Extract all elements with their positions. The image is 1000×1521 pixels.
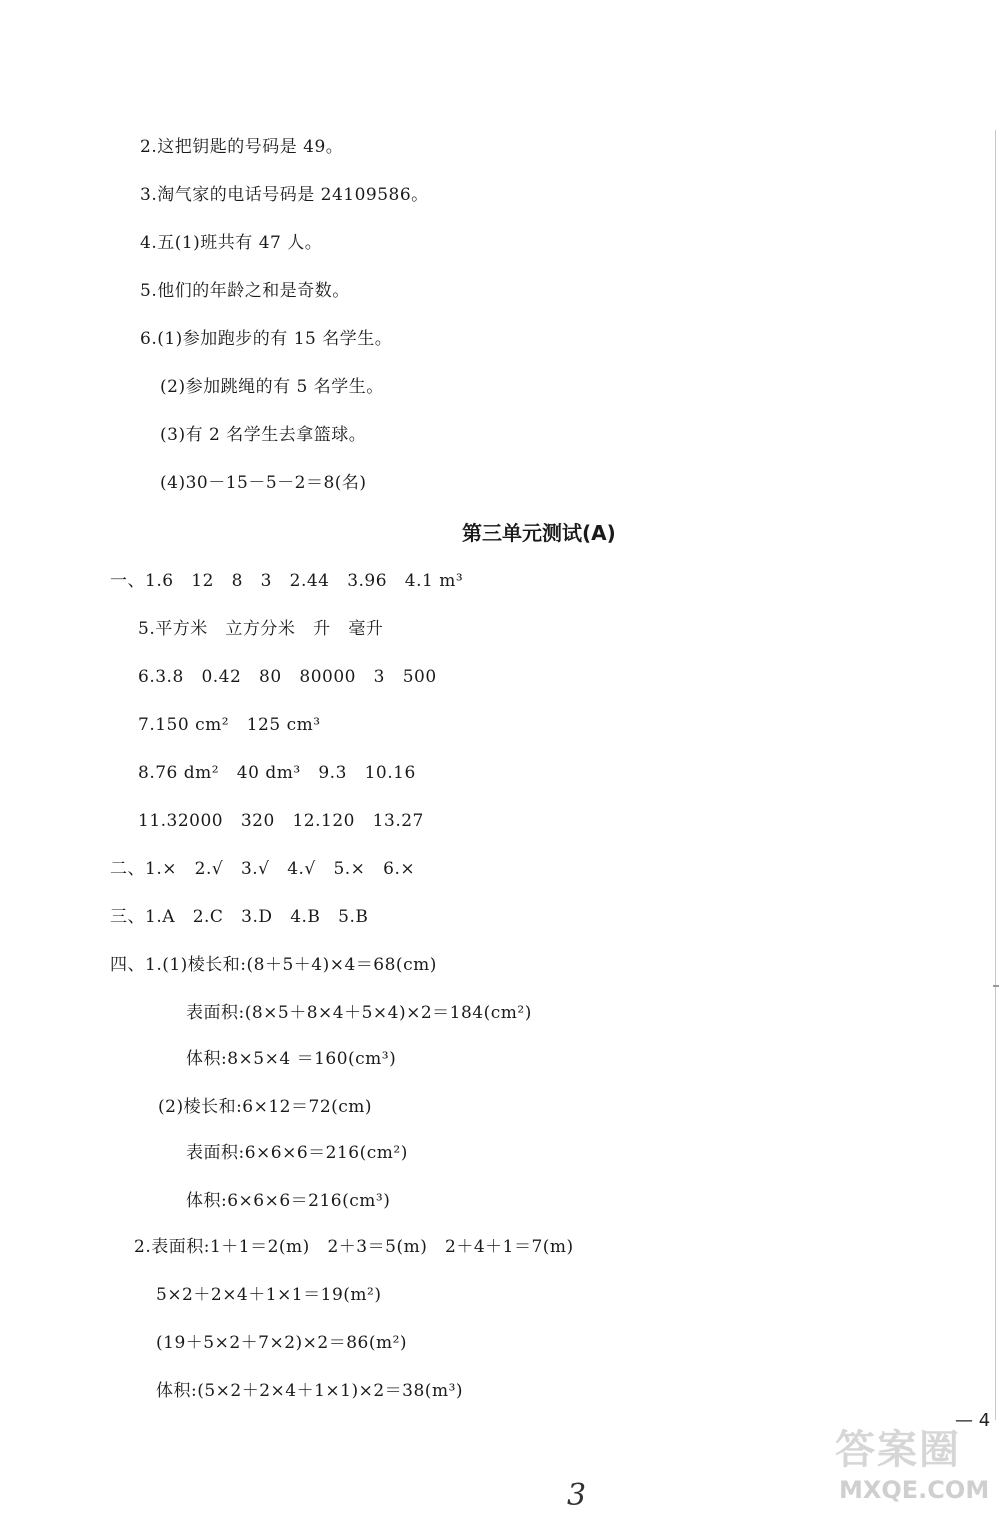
page-number: — 4 [955,1410,991,1431]
answer-line: 4.五(1)班共有 47 人。 [140,233,323,253]
answer-line: 体积:6×6×6＝216(cm³) [186,1191,391,1211]
answer-line: 5.平方米 立方分米 升 毫升 [138,619,384,639]
answer-line: 3.淘气家的电话号码是 24109586。 [140,185,429,205]
section-title: 第三单元测试(A) [462,521,616,545]
watermark [835,1418,995,1518]
answer-line: 三、1.A 2.C 3.D 4.B 5.B [110,907,369,927]
answer-line: (2)参加跳绳的有 5 名学生。 [160,377,384,397]
watermark-logo-text: 答案圈 [835,1427,961,1473]
answer-line: 8.76 dm² 40 dm³ 9.3 10.16 [138,763,416,783]
watermark-url: MXQE.COM [839,1476,990,1504]
answer-line: (3)有 2 名学生去拿篮球。 [160,425,367,445]
answer-line: 6.(1)参加跑步的有 15 名学生。 [140,329,393,349]
answer-line: 表面积:6×6×6＝216(cm²) [186,1143,408,1163]
answer-line: (2)棱长和:6×12＝72(cm) [158,1097,373,1117]
handwritten-number: 3 [567,1478,587,1513]
answer-line: 一、1.6 12 8 3 2.44 3.96 4.1 m³ [110,571,464,591]
answer-line: 2.表面积:1＋1＝2(m) 2＋3＝5(m) 2＋4＋1＝7(m) [134,1237,574,1257]
answer-line: 11.32000 320 12.120 13.27 [138,811,424,831]
answer-line: 5×2＋2×4＋1×1＝19(m²) [156,1285,382,1305]
page-edge-tick [993,985,999,987]
answer-line: 2.这把钥匙的号码是 49。 [140,137,344,157]
page-edge-line [995,130,996,1420]
answer-line: 二、1.× 2.√ 3.√ 4.√ 5.× 6.× [110,859,416,879]
answer-line: 5.他们的年龄之和是奇数。 [140,281,350,301]
answer-line: 体积:(5×2＋2×4＋1×1)×2＝38(m³) [156,1381,464,1401]
answer-line: 表面积:(8×5＋8×4＋5×4)×2＝184(cm²) [186,1003,532,1023]
answer-line: 体积:8×5×4 ＝160(cm³) [186,1049,397,1069]
answer-line: (4)30－15－5－2＝8(名) [160,473,367,493]
answer-line: 四、1.(1)棱长和:(8＋5＋4)×4＝68(cm) [110,955,437,975]
answer-line: 7.150 cm² 125 cm³ [138,715,321,735]
answer-line: 6.3.8 0.42 80 80000 3 500 [138,667,437,687]
answer-line: (19＋5×2＋7×2)×2＝86(m²) [156,1333,408,1353]
